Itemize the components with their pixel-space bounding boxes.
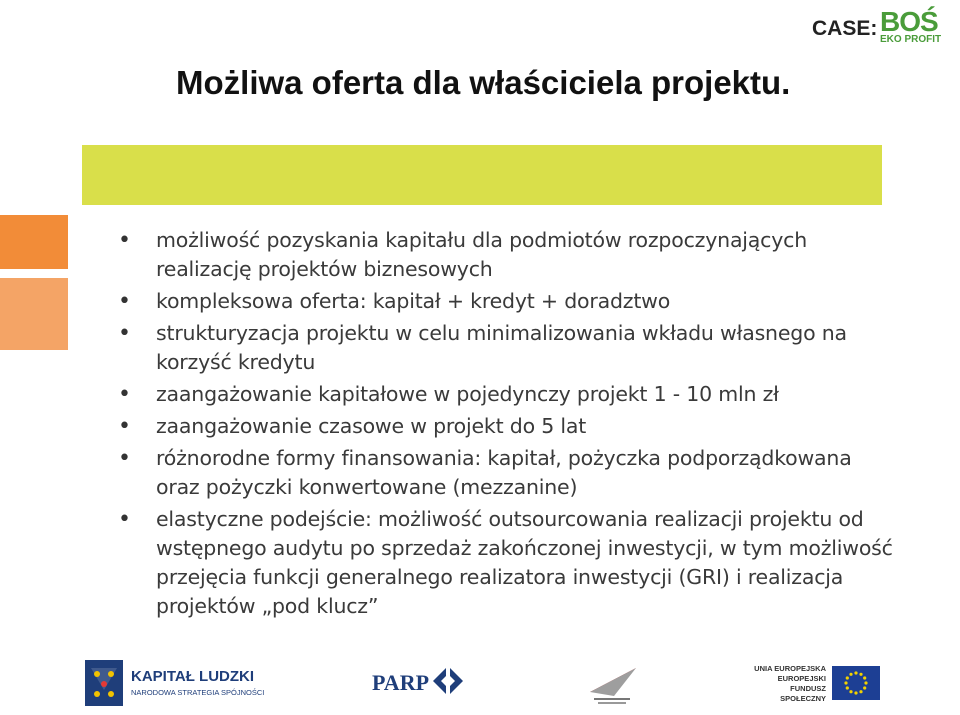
bullet-item: • zaangażowanie kapitałowe w pojedynczy projekt 1 - 10 mln zł (118, 380, 898, 409)
accent-bar-orange (0, 215, 68, 269)
eu-text: UNIA EUROPEJSKA EUROPEJSKI FUNDUSZ SPOŁECZNY (754, 664, 826, 703)
bullet-item: • elastyczne podejście: możliwość outsourcowania realizacji projektu od wstępnego audytu po sprzedaż zakończonej inwestycji, w tym możliwość przejęcia funkcji generalnego realizatora inwestycji (GRI) i realizacja projektów „pod klucz” (118, 505, 898, 621)
eu-flag-icon (832, 666, 880, 700)
kapital-ludzki-subtitle: NARODOWA STRATEGIA SPÓJNOŚCI (131, 688, 265, 697)
bullet-item: • kompleksowa oferta: kapitał + kredyt + doradztwo (118, 287, 898, 316)
bullet-item: • możliwość pozyskania kapitału dla podmiotów rozpoczynających realizację projektów biznesowych (118, 226, 898, 284)
bullet-item: • różnorodne formy finansowania: kapitał, pożyczka podporządkowana oraz pożyczki konwertowane (mezzanine) (118, 444, 898, 502)
arrow-logo-icon (586, 662, 638, 706)
parp-logo-text: PARP (372, 670, 430, 695)
bos-logo (880, 6, 956, 58)
bos-logo-sub: EKO PROFIT (880, 34, 942, 45)
kapital-ludzki-logo (85, 660, 265, 710)
bullet-item: • zaangażowanie czasowe w projekt do 5 lat (118, 412, 898, 441)
accent-bar-orange-light (0, 278, 68, 350)
kapital-ludzki-title: KAPITAŁ LUDZKI (131, 668, 255, 685)
slide-title: Możliwa oferta dla właściciela projektu. (176, 64, 791, 101)
accent-bar-yellow (82, 145, 882, 205)
bullet-list (118, 226, 898, 624)
bullet-item: • strukturyzacja projektu w celu minimalizowania wkładu własnego na korzyść kredytu (118, 319, 898, 377)
footer-logos (0, 650, 960, 715)
parp-mark-icon (433, 666, 463, 696)
kapital-ludzki-flag-icon (85, 660, 123, 706)
case-label: CASE: (812, 17, 878, 40)
bos-logo-text: BOŚ (880, 6, 938, 37)
